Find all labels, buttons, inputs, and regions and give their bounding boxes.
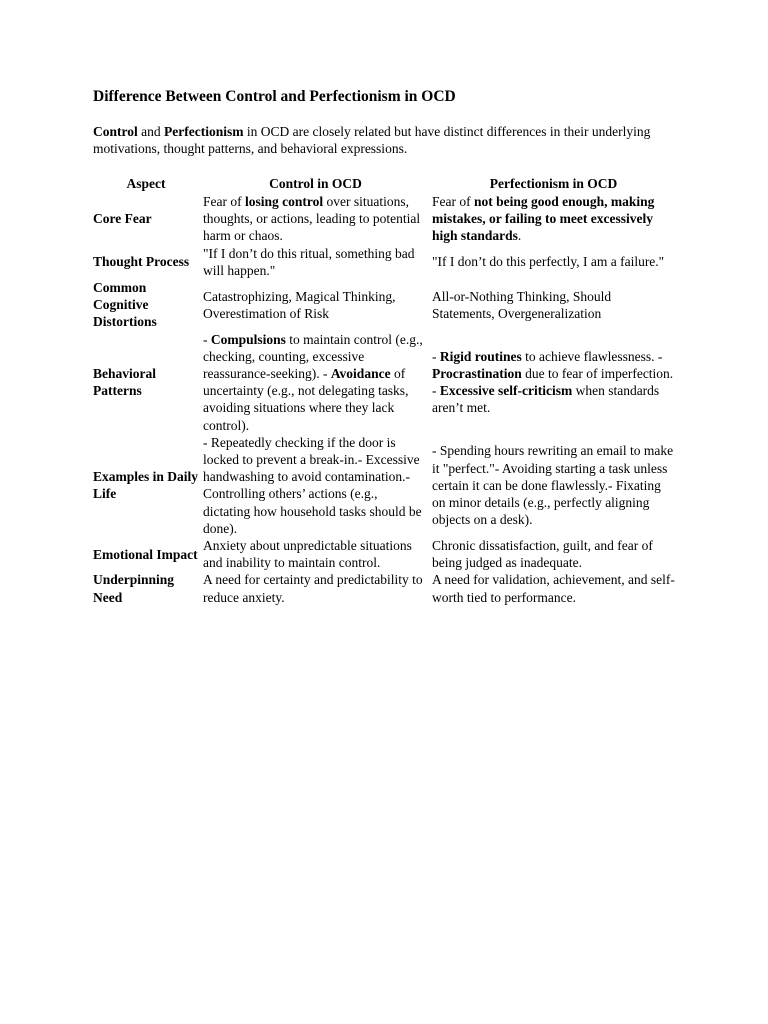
intro-rest: in OCD are closely related but have distinct differences in their underlying motivations, thought patterns, and behavioral expressions.: [93, 124, 651, 156]
row-perfectionism: Chronic dissatisfaction, guilt, and fear of being judged as inadequate.: [432, 538, 653, 571]
row-perfectionism: A need for validation, achievement, and self-worth tied to performance.: [432, 572, 675, 605]
row-perfectionism: "If I don’t do this perfectly, I am a failure.": [432, 254, 665, 270]
row-perfectionism: - Spending hours rewriting an email to make it "perfect."- Avoiding starting a task unless certain it can be done flawlessly.- Fixating on minor details (e.g., perfectly aligning objects on a desk).: [432, 443, 674, 528]
table-row: [91, 434, 677, 537]
table-row: [91, 193, 677, 245]
intro-paragraph: [93, 124, 678, 157]
intro-term-perfectionism: Perfectionism: [164, 124, 244, 139]
table-row: [91, 279, 677, 331]
row-aspect: Examples in Daily Life: [93, 469, 199, 502]
header-control: Control in OCD: [269, 175, 362, 191]
cell-text: to maintain control (e.g., checking, counting, excessive reassurance-seeking). -: [203, 331, 423, 382]
row-aspect: Emotional Impact: [93, 546, 198, 562]
row-perfectionism: [430, 193, 677, 245]
table-header-row: [91, 174, 677, 193]
cell-bold-text: Excessive self-criticism: [439, 383, 573, 399]
cell-bold-text: Rigid routines: [439, 348, 522, 364]
cell-text: -: [203, 331, 211, 347]
intro-and: and: [137, 124, 165, 139]
cell-bold-text: Procrastination: [432, 366, 522, 382]
row-aspect: Behavioral Patterns: [93, 366, 156, 399]
row-control: "If I don’t do this ritual, something bad will happen.": [203, 245, 415, 278]
header-perfectionism: Perfectionism in OCD: [489, 175, 618, 191]
document-title: Difference Between Control and Perfectionism in OCD: [93, 88, 456, 105]
table-row: [91, 331, 677, 434]
cell-text: -: [432, 348, 440, 364]
row-control: Anxiety about unpredictable situations and inability to maintain control.: [203, 538, 412, 571]
table-row: [91, 245, 677, 279]
header-aspect: Aspect: [126, 175, 166, 191]
row-control: - Repeatedly checking if the door is locked to prevent a break-in.- Excessive handwashing to avoid contamination.- Controlling others’ actions (e.g., dictating how household tasks should be done).: [203, 434, 422, 536]
cell-text: Fear of: [432, 194, 474, 209]
row-perfectionism: [430, 331, 677, 434]
table-row: [91, 537, 677, 571]
row-aspect: Core Fear: [93, 211, 152, 227]
cell-text: to achieve flawlessness. -: [521, 348, 663, 364]
table-row: [91, 571, 677, 605]
intro-term-control: Control: [93, 124, 138, 139]
cell-bold-text: Avoidance: [330, 366, 391, 382]
cell-text: over situations, thoughts, or actions, leading to potential harm or chaos.: [203, 194, 421, 244]
cell-text: of uncertainty (e.g., not delegating tasks, avoiding situations where they lack control).: [203, 366, 409, 433]
row-aspect: Thought Process: [93, 254, 190, 270]
row-control: [201, 193, 430, 245]
row-control: A need for certainty and predictability to reduce anxiety.: [203, 572, 423, 605]
cell-bold-text: Compulsions: [210, 331, 286, 347]
row-control: [201, 331, 430, 434]
cell-text: .: [517, 228, 522, 244]
comparison-table: [91, 174, 677, 606]
cell-bold-text: losing control: [244, 194, 324, 209]
cell-text: Fear of: [203, 194, 245, 209]
row-perfectionism: All-or-Nothing Thinking, Should Statements, Overgeneralization: [432, 288, 612, 321]
cell-text: when standards aren’t met.: [432, 383, 660, 416]
cell-text: due to fear of imperfection. -: [432, 366, 674, 399]
row-aspect: Common Cognitive Distortions: [93, 280, 157, 330]
cell-bold-text: not being good enough, making mistakes, or failing to meet excessively high standards: [432, 194, 655, 244]
row-aspect: Underpinning Need: [93, 572, 175, 605]
row-control: Catastrophizing, Magical Thinking, Overestimation of Risk: [203, 288, 396, 321]
